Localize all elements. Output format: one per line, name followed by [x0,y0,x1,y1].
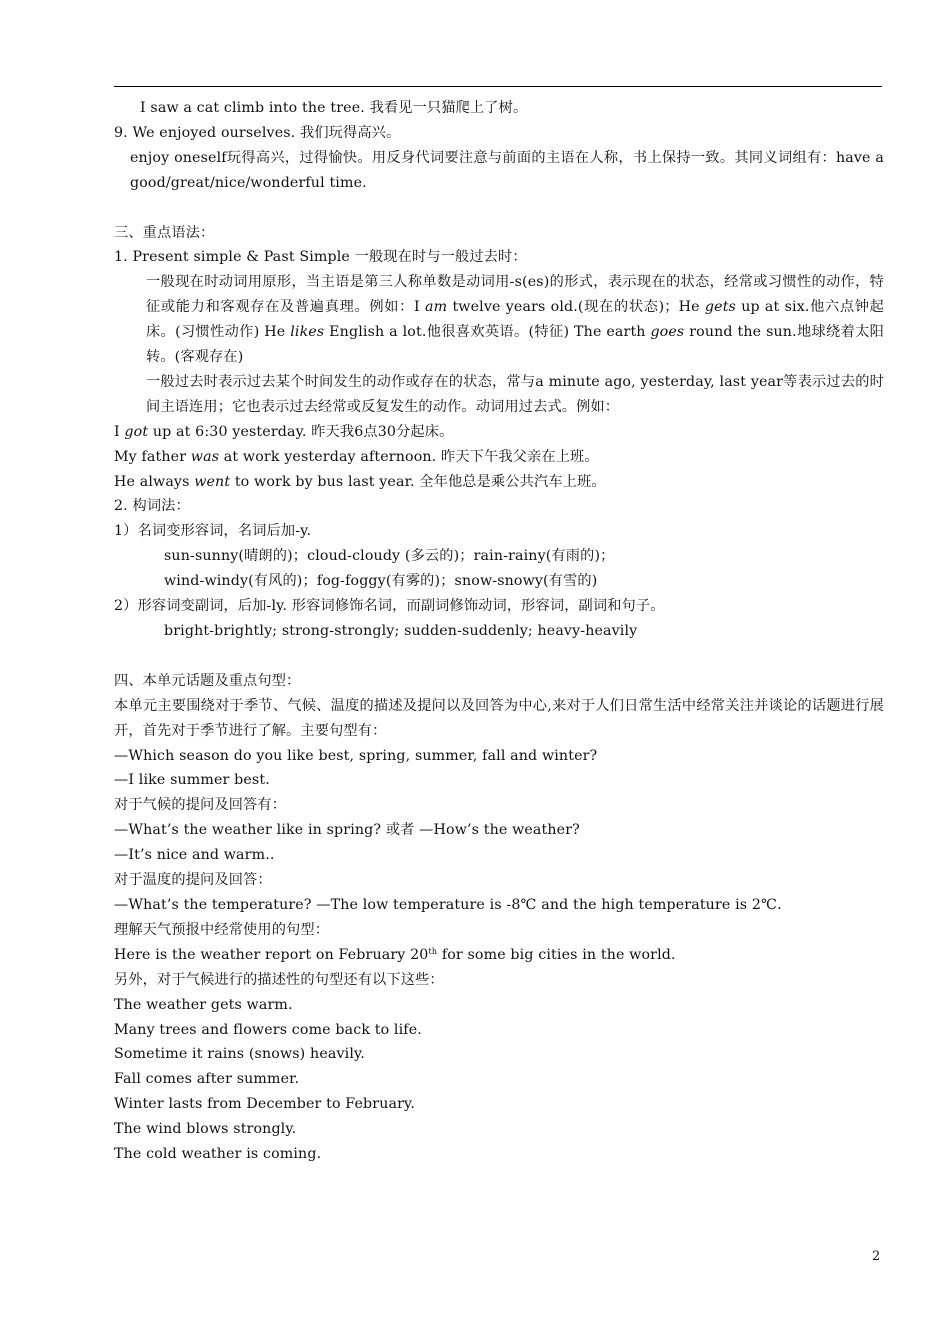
topic-intro-paragraph: 本单元主要围绕对于季节、气候、温度的描述及提问以及回答为中心,来对于人们日常生活中经常关注并谈论的话题进行展开，首先对于季节进行了解。主要句型有： [114,697,884,739]
sentence-pattern: —It’s nice and warm.. [114,847,275,864]
past-simple-paragraph: 一般过去时表示过去某个时间发生的动作或存在的状态，常与a minute ago, yesterday, last year等表示过去的时间主语连用；它也表示过去经常或反复发生的动作。动词用过去式。例如： [146,373,884,415]
verb-example: am [425,299,448,316]
sentence-pattern: Winter lasts from December to February. [114,1096,415,1113]
sentence-pattern: —What’s the temperature? —The low temperature is -8℃ and the high temperature is 2℃. [114,896,782,913]
sentence-pattern: —I like summer best. [114,772,270,789]
sub-heading: 对于温度的提问及回答： [114,872,272,889]
section-heading-grammar: 三、重点语法： [114,224,215,241]
grammar-point-1-title: 1. Present simple & Past Simple 一般现在时与一般过去时： [114,249,527,266]
verb-example: got [124,423,149,440]
sentence-pattern: Sometime it rains (snows) heavily. [114,1046,365,1063]
word-formation-rule-1: 1）名词变形容词，名词后加-y. [114,523,312,540]
verb-example: likes [290,324,325,341]
spacer [114,196,884,221]
explanation-paragraph: enjoy oneself玩得高兴，过得愉快。用反身代词要注意与前面的主语在人称，书上保持一致。其同义词组有：have a good/great/nice/wonderful time. [130,149,884,191]
sentence-pattern: Fall comes after summer. [114,1071,300,1088]
sub-heading: 理解天气预报中经常使用的句型： [114,921,330,938]
grammar-point-2-title: 2. 构词法： [114,498,190,515]
past-example-3: He always went to work by bus last year. 全年他总是乘公共汽车上班。 [114,473,606,490]
header-rule [114,86,882,87]
sentence-pattern: The wind blows strongly. [114,1121,297,1138]
sentence-pattern: —What’s the weather like in spring? 或者 —How’s the weather? [114,822,580,839]
ordinal-suffix: th [428,946,438,956]
verb-example: was [190,448,220,465]
spacer [114,644,884,669]
sub-heading: 对于气候的提问及回答有： [114,797,287,814]
numbered-sentence: 9. We enjoyed ourselves. 我们玩得高兴。 [114,124,401,141]
document-body [114,96,884,1167]
word-formation-examples: sun-sunny(晴朗的)；cloud-cloudy (多云的)；rain-rainy(有雨的)； [164,548,615,565]
word-formation-examples: wind-windy(有风的)；fog-foggy(有雾的)；snow-snowy(有雪的) [164,573,598,590]
example-sentence: I saw a cat climb into the tree. 我看见一只猫爬上了树。 [140,100,528,116]
present-simple-paragraph: 一般现在时动词用原形，当主语是第三人称单数是动词用-s(es)的形式，表示现在的状态，经常或习惯性的动作，特征或能力和客观存在及普遍真理。例如：I am twelve years old.(现在的状态)；He gets up at six.他六点钟起床。(习惯性动作) He likes English a lot.他很喜欢英语。(特征) The earth goes round the sun.地球绕着太阳转。(客观存在) [146,274,884,366]
sentence-pattern: The cold weather is coming. [114,1146,322,1163]
verb-example: went [194,473,231,490]
verb-example: goes [650,324,685,341]
sentence-pattern: —Which season do you like best, spring, summer, fall and winter? [114,747,598,764]
page-number: 2 [872,1249,881,1264]
word-formation-rule-2: 2）形容词变副词，后加-ly. 形容词修饰名词，而副词修饰动词，形容词，副词和句子。 [114,598,665,615]
past-example-2: My father was at work yesterday afternoon. 昨天下午我父亲在上班。 [114,448,599,465]
section-heading-topics: 四、本单元话题及重点句型： [114,672,301,689]
sentence-pattern: Here is the weather report on February 20th for some big cities in the world. [114,946,676,963]
sub-heading: 另外，对于气候进行的描述性的句型还有以下这些： [114,971,444,988]
past-example-1: I got up at 6:30 yesterday. 昨天我6点30分起床。 [114,423,454,440]
word-formation-examples: bright-brightly; strong-strongly; sudden-suddenly; heavy-heavily [164,623,638,640]
sentence-pattern: The weather gets warm. [114,996,293,1013]
verb-example: gets [704,299,736,316]
sentence-pattern: Many trees and flowers come back to life. [114,1021,422,1038]
